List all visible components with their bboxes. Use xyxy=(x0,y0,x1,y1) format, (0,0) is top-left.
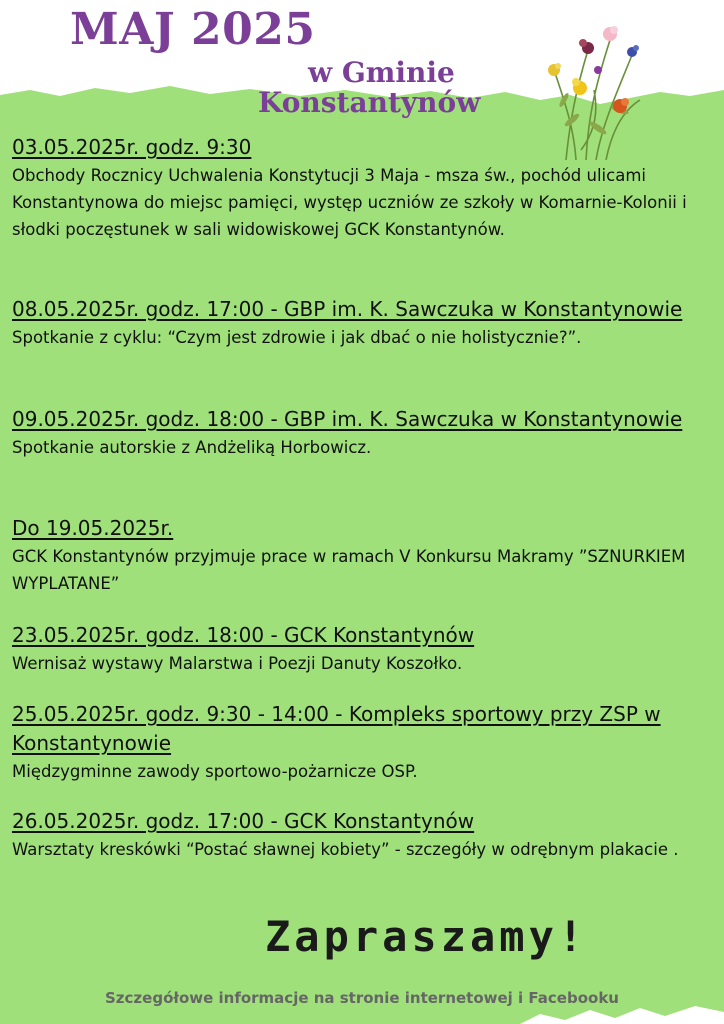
event-title: 26.05.2025r. godz. 17:00 - GCK Konstantynów xyxy=(12,809,475,833)
event-item xyxy=(12,133,712,243)
page-title: MAJ 2025 xyxy=(70,4,316,55)
event-title: 08.05.2025r. godz. 17:00 - GBP im. K. Sawczuka w Konstantynowie xyxy=(12,297,683,321)
event-title: 03.05.2025r. godz. 9:30 xyxy=(12,135,252,159)
event-title: 25.05.2025r. godz. 9:30 - 14:00 - Kompleks sportowy przy ZSP w Konstantynowie xyxy=(12,702,661,755)
event-description: Spotkanie z cyklu: “Czym jest zdrowie i jak dbać o nie holistycznie?”. xyxy=(12,328,582,347)
event-description: GCK Konstantynów przyjmuje prace w ramach V Konkursu Makramy ”SZNURKIEM WYPLATANE” xyxy=(12,547,686,593)
event-item xyxy=(12,514,712,597)
event-description: Spotkanie autorskie z Andżeliką Horbowicz. xyxy=(12,438,372,457)
closing-invitation: Zapraszamy! xyxy=(265,912,588,961)
event-item xyxy=(12,405,682,461)
event-description: Wernisaż wystawy Malarstwa i Poezji Danuty Koszołko. xyxy=(12,654,463,673)
subtitle-line-1: w Gminie xyxy=(308,56,455,89)
event-item xyxy=(12,621,474,677)
subtitle-line-2: Konstantynów xyxy=(258,86,481,119)
event-description: Obchody Rocznicy Uchwalenia Konstytucji 3 Maja - msza św., pochód ulicami Konstantynowa do miejsc pamięci, występ uczniów ze szkoły w Komarnie-Kolonii i słodki poczęstunek w sali widowiskowej GCK Konstantynów. xyxy=(12,166,687,239)
event-description: Warsztaty kreskówki “Postać sławnej kobiety” - szczegóły w odrębnym plakacie . xyxy=(12,840,679,859)
event-title: 09.05.2025r. godz. 18:00 - GBP im. K. Sawczuka w Konstantynowie xyxy=(12,407,683,431)
event-title: 23.05.2025r. godz. 18:00 - GCK Konstantynów xyxy=(12,623,475,647)
event-item xyxy=(12,295,682,351)
event-title: Do 19.05.2025r. xyxy=(12,516,174,540)
event-item xyxy=(12,807,678,863)
footer-note: Szczegółowe informacje na stronie internetowej i Facebooku xyxy=(105,989,619,1007)
event-item xyxy=(12,700,712,785)
event-description: Międzygminne zawody sportowo-pożarnicze OSP. xyxy=(12,762,418,781)
